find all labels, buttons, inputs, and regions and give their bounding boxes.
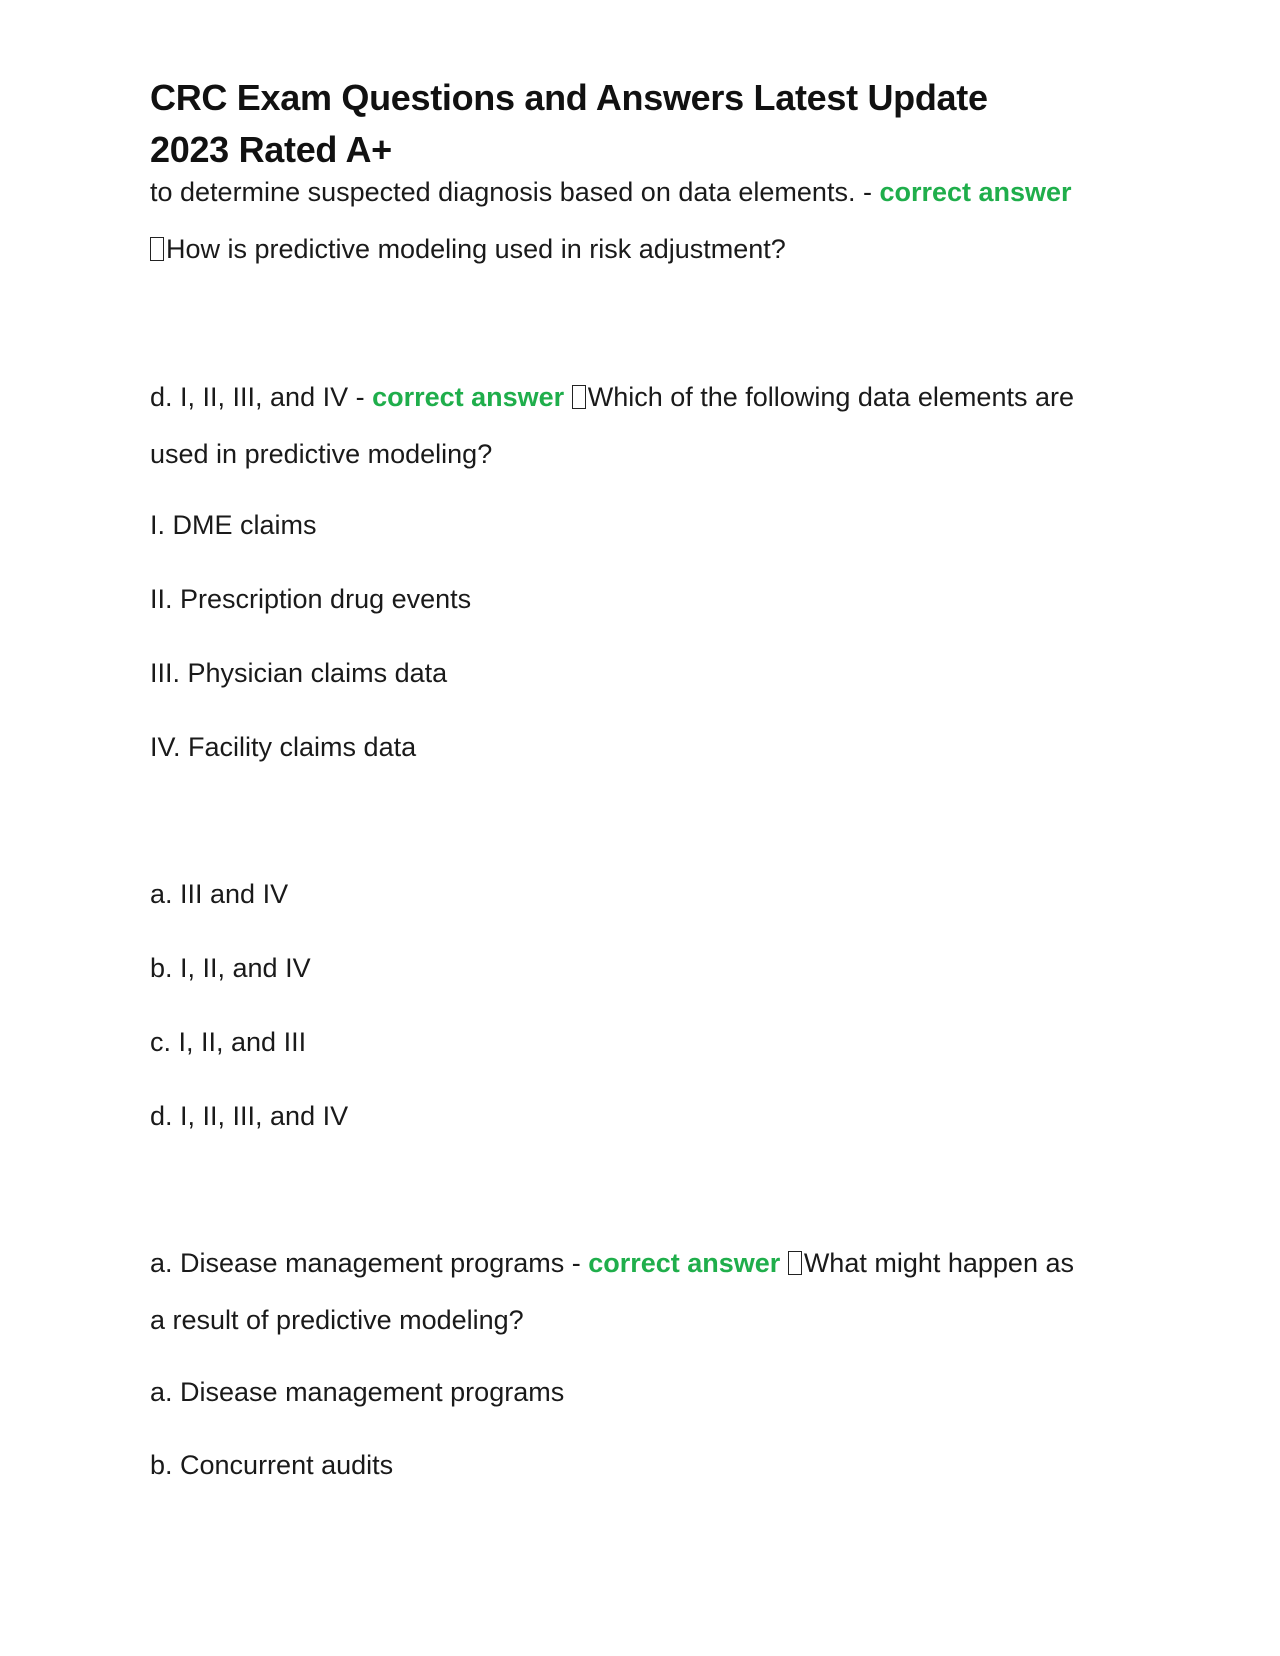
- correct-answer-label: correct answer: [879, 177, 1072, 207]
- option-item: d. I, II, III, and IV: [150, 1101, 349, 1131]
- list-item: IV. Facility claims data: [150, 732, 417, 762]
- option-item: a. III and IV: [150, 879, 289, 909]
- correct-answer-label: correct answer: [372, 382, 565, 412]
- missing-glyph-icon: [572, 385, 586, 409]
- correct-answer-label: correct answer: [588, 1248, 781, 1278]
- answer-line: [150, 1235, 1074, 1292]
- list-item: II. Prescription drug events: [150, 584, 472, 614]
- answer-text: to determine suspected diagnosis based on data elements. -: [150, 177, 880, 207]
- missing-glyph-icon: [150, 237, 164, 261]
- answer-text: d. I, II, III, and IV -: [150, 382, 373, 412]
- answer-text: a. Disease management programs -: [150, 1248, 589, 1278]
- option-item: b. I, II, and IV: [150, 953, 311, 983]
- answer-line: [150, 369, 1074, 426]
- question-text: How is predictive modeling used in risk adjustment?: [166, 234, 786, 264]
- question-line: a result of predictive modeling?: [150, 1305, 524, 1335]
- option-item: a. Disease management programs: [150, 1377, 565, 1407]
- list-item: III. Physician claims data: [150, 658, 448, 688]
- question-line: used in predictive modeling?: [150, 439, 493, 469]
- missing-glyph-icon: [788, 1251, 802, 1275]
- document-title: CRC Exam Questions and Answers Latest Update 2023 Rated A+: [150, 77, 988, 170]
- question-line: [150, 221, 1072, 278]
- question-text: What might happen as: [803, 1248, 1074, 1278]
- answer-line: [150, 164, 1072, 221]
- document-page: [150, 72, 1150, 1480]
- option-item: b. Concurrent audits: [150, 1450, 394, 1480]
- question-text: Which of the following data elements are: [587, 382, 1074, 412]
- list-item: I. DME claims: [150, 510, 317, 540]
- option-item: c. I, II, and III: [150, 1027, 307, 1057]
